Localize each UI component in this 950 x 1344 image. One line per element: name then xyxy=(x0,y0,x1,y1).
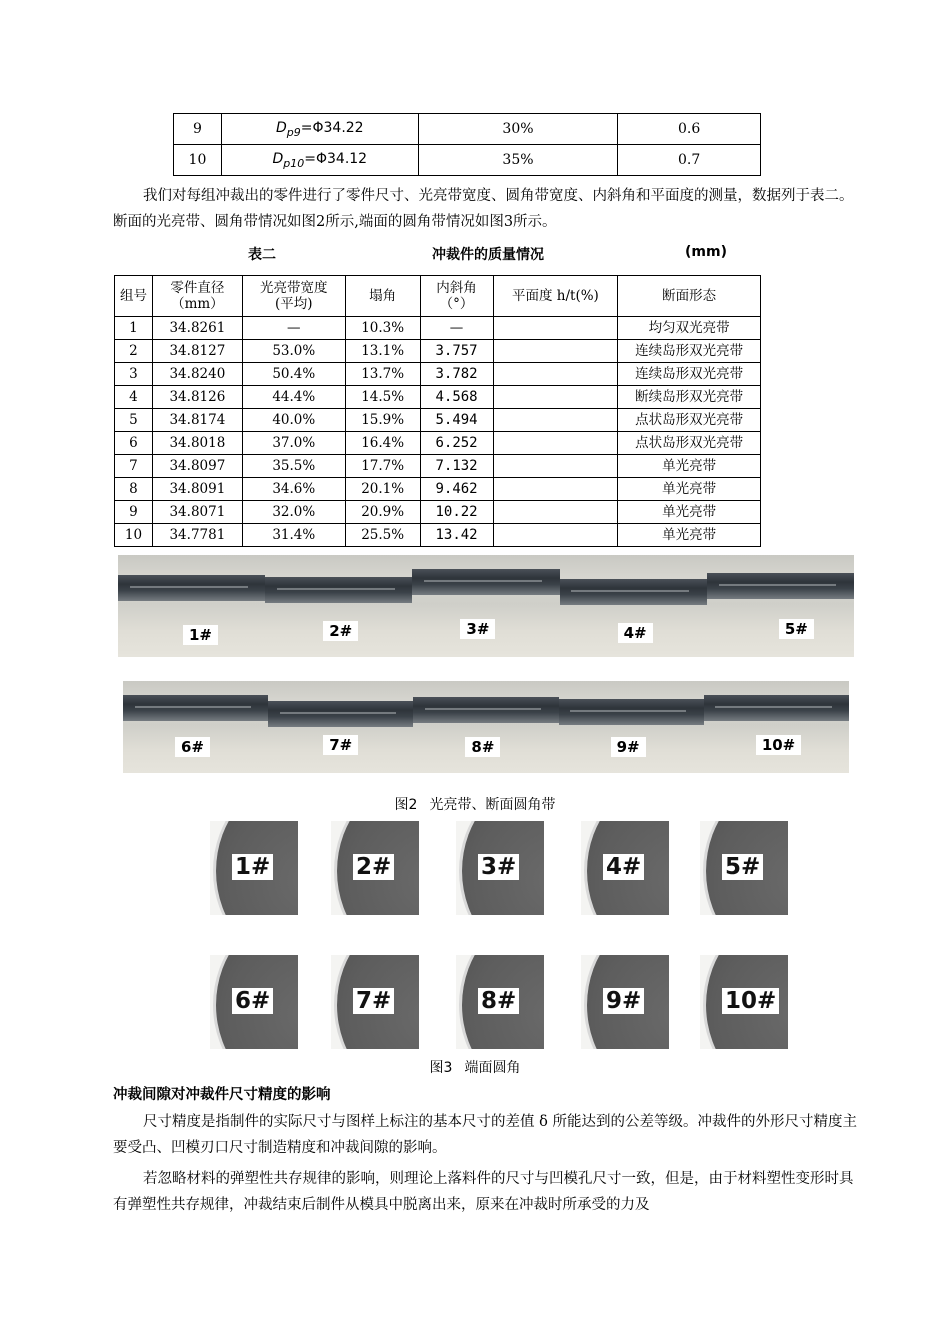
burnish-band xyxy=(559,699,704,725)
table-cell: 连续岛形双光亮带 xyxy=(618,340,761,363)
column-header xyxy=(493,276,618,317)
end-face-sample-photo xyxy=(210,821,298,915)
table-cell: 连续岛形双光亮带 xyxy=(618,363,761,386)
end-face-sample-photo xyxy=(700,955,788,1049)
table-cell: 34.8097 xyxy=(152,455,242,478)
sample-label: 10# xyxy=(756,735,801,755)
table-cell: 6.252 xyxy=(420,432,493,455)
table-cell: — xyxy=(242,317,345,340)
table-cell: 15.9% xyxy=(345,409,420,432)
table-cell: 7.132 xyxy=(420,455,493,478)
table-cell: 点状岛形双光亮带 xyxy=(618,432,761,455)
sample-label: 1# xyxy=(232,854,273,880)
table2-label: 表二 xyxy=(248,247,276,263)
table-row xyxy=(115,455,761,478)
percent-cell: 35% xyxy=(418,145,618,176)
table-cell: 单光亮带 xyxy=(618,524,761,547)
diameter-subscript: p9 xyxy=(286,125,301,139)
table-cell: 34.8127 xyxy=(152,340,242,363)
end-face-sample-photo xyxy=(456,821,544,915)
group-cell: 10 xyxy=(174,145,222,176)
figure2-caption-text: 光亮带、断面圆角带 xyxy=(429,797,556,813)
column-header-line: 断面形态 xyxy=(662,288,717,304)
clearance-row xyxy=(174,145,761,176)
sample-label: 4# xyxy=(603,854,644,880)
sample-label: 4# xyxy=(618,623,653,643)
end-face-sample-photo xyxy=(456,955,544,1049)
table-cell: 34.8261 xyxy=(152,317,242,340)
table-cell: 20.9% xyxy=(345,501,420,524)
burnish-band xyxy=(268,701,413,727)
column-header-line: (平均) xyxy=(274,296,313,312)
column-header xyxy=(242,276,345,317)
end-face-sample-photo xyxy=(210,955,298,1049)
table2-caption xyxy=(0,244,950,264)
table-cell: 8 xyxy=(115,478,153,501)
quality-table xyxy=(114,275,761,547)
sample-label: 3# xyxy=(460,619,495,639)
table-cell xyxy=(493,432,618,455)
table-cell: 14.5% xyxy=(345,386,420,409)
figure2-caption-number: 图2 xyxy=(394,797,418,813)
diameter-symbol: D xyxy=(272,150,284,167)
burnish-band xyxy=(265,577,412,603)
sample-label: 3# xyxy=(478,854,519,880)
table-cell: 单光亮带 xyxy=(618,501,761,524)
table-cell xyxy=(493,455,618,478)
table-cell: 10.22 xyxy=(420,501,493,524)
table-cell: 44.4% xyxy=(242,386,345,409)
table-cell xyxy=(493,317,618,340)
table-cell: 5 xyxy=(115,409,153,432)
diameter-value: =Φ34.22 xyxy=(300,119,364,136)
table-cell: 34.8071 xyxy=(152,501,242,524)
table-cell: 4 xyxy=(115,386,153,409)
percent-cell: 30% xyxy=(418,114,618,145)
table-cell: 断续岛形双光亮带 xyxy=(618,386,761,409)
column-header-line: （°） xyxy=(439,296,474,312)
diameter-value: =Φ34.12 xyxy=(304,150,368,167)
table-cell xyxy=(493,478,618,501)
burnish-band xyxy=(704,695,849,721)
column-header xyxy=(345,276,420,317)
table-cell: 40.0% xyxy=(242,409,345,432)
value-cell: 0.7 xyxy=(618,145,761,176)
clearance-table-continued xyxy=(173,113,761,176)
fracture-sample-photo xyxy=(560,555,707,657)
column-header xyxy=(115,276,153,317)
table-cell: 17.7% xyxy=(345,455,420,478)
table-cell: 均匀双光亮带 xyxy=(618,317,761,340)
burnish-band xyxy=(118,575,265,601)
burnish-band xyxy=(123,695,268,721)
table-row xyxy=(115,409,761,432)
column-header-line: 内斜角 xyxy=(436,280,477,296)
fracture-sample-photo xyxy=(412,555,559,657)
table-cell: 35.5% xyxy=(242,455,345,478)
table-cell: 单光亮带 xyxy=(618,455,761,478)
sample-label: 9# xyxy=(603,988,644,1014)
sample-label: 2# xyxy=(323,621,358,641)
end-face-sample-photo xyxy=(331,821,419,915)
table-cell xyxy=(493,501,618,524)
end-face-sample-photo xyxy=(581,821,669,915)
table-cell: 32.0% xyxy=(242,501,345,524)
clearance-row xyxy=(174,114,761,145)
table-cell: 34.8240 xyxy=(152,363,242,386)
figure2-row2 xyxy=(123,681,849,773)
table-cell: 单光亮带 xyxy=(618,478,761,501)
table-header-row xyxy=(115,276,761,317)
table-cell xyxy=(493,340,618,363)
table-cell: 2 xyxy=(115,340,153,363)
figure3-caption-number: 图3 xyxy=(429,1060,453,1076)
sample-label: 5# xyxy=(722,854,763,880)
table-cell: 25.5% xyxy=(345,524,420,547)
group-cell: 9 xyxy=(174,114,222,145)
table-cell: 20.1% xyxy=(345,478,420,501)
table-cell: 9.462 xyxy=(420,478,493,501)
table-cell: 13.42 xyxy=(420,524,493,547)
column-header-line: 组号 xyxy=(119,288,147,304)
column-header-line: 光亮带宽度 xyxy=(260,280,328,296)
fracture-sample-photo xyxy=(559,681,704,773)
fracture-sample-photo xyxy=(265,555,412,657)
burnish-band xyxy=(413,697,558,723)
diameter-symbol: D xyxy=(275,119,287,136)
table-cell xyxy=(493,386,618,409)
table-cell: 点状岛形双光亮带 xyxy=(618,409,761,432)
table-cell: 13.1% xyxy=(345,340,420,363)
table-cell: 16.4% xyxy=(345,432,420,455)
table-cell: 31.4% xyxy=(242,524,345,547)
paragraph-2: 若忽略材料的弹塑性共存规律的影响，则理论上落料件的尺寸与凹模孔尺寸一致，但是，由于材料塑性变形时具有弹塑性共存规律，冲裁结束后制件从模具中脱离出来，原来在冲裁时所承受的力及 xyxy=(113,1171,854,1213)
table-cell: 34.8091 xyxy=(152,478,242,501)
intro-paragraph: 我们对每组冲裁出的零件进行了零件尺寸、光亮带宽度、圆角带宽度、内斜角和平面度的测量，数据列于表二。断面的光亮带、圆角带情况如图2所示,端面的圆角带情况如图3所示。 xyxy=(113,188,854,230)
sample-label: 10# xyxy=(722,988,779,1014)
column-header xyxy=(618,276,761,317)
punch-diameter-cell xyxy=(221,145,418,176)
sample-label: 5# xyxy=(779,619,814,639)
column-header-line: 塌角 xyxy=(369,288,397,304)
end-face-sample-photo xyxy=(331,955,419,1049)
sample-label: 7# xyxy=(323,735,358,755)
figure3-caption xyxy=(0,1057,950,1077)
table-cell: 3.782 xyxy=(420,363,493,386)
table-cell: 34.6% xyxy=(242,478,345,501)
table2-title: 冲裁件的质量情况 xyxy=(432,247,544,263)
table-cell: 3 xyxy=(115,363,153,386)
table-cell: 37.0% xyxy=(242,432,345,455)
table-cell: 3.757 xyxy=(420,340,493,363)
table-row xyxy=(115,524,761,547)
table-cell: 4.568 xyxy=(420,386,493,409)
burnish-band xyxy=(412,569,559,595)
punch-diameter-cell xyxy=(221,114,418,145)
table-cell xyxy=(493,363,618,386)
sample-label: 2# xyxy=(353,854,394,880)
sample-label: 7# xyxy=(353,988,394,1014)
fracture-sample-photo xyxy=(704,681,849,773)
sample-label: 6# xyxy=(175,737,210,757)
table-cell: 9 xyxy=(115,501,153,524)
table-cell: 53.0% xyxy=(242,340,345,363)
table-cell: 34.8018 xyxy=(152,432,242,455)
table-cell: 5.494 xyxy=(420,409,493,432)
value-cell: 0.6 xyxy=(618,114,761,145)
fracture-sample-photo xyxy=(707,555,854,657)
table-cell xyxy=(493,524,618,547)
column-header xyxy=(420,276,493,317)
table-row xyxy=(115,501,761,524)
section-title: 冲裁间隙对冲裁件尺寸精度的影响 xyxy=(113,1087,331,1103)
table-row xyxy=(115,363,761,386)
table-cell: 7 xyxy=(115,455,153,478)
figure2-row1 xyxy=(118,555,854,657)
column-header-line: （mm） xyxy=(171,296,224,312)
table-cell: 34.7781 xyxy=(152,524,242,547)
table-cell: 10.3% xyxy=(345,317,420,340)
table-cell: 10 xyxy=(115,524,153,547)
table-cell xyxy=(493,409,618,432)
table-row xyxy=(115,386,761,409)
end-face-sample-photo xyxy=(700,821,788,915)
table-row xyxy=(115,340,761,363)
sample-label: 8# xyxy=(478,988,519,1014)
sample-label: 8# xyxy=(465,737,500,757)
sample-label: 9# xyxy=(611,737,646,757)
fracture-sample-photo xyxy=(123,681,268,773)
table-cell: — xyxy=(420,317,493,340)
table-row xyxy=(115,317,761,340)
burnish-band xyxy=(707,573,854,599)
table-cell: 34.8174 xyxy=(152,409,242,432)
sample-label: 1# xyxy=(183,625,218,645)
figure2-caption xyxy=(0,794,950,814)
table-cell: 6 xyxy=(115,432,153,455)
table-cell: 34.8126 xyxy=(152,386,242,409)
table-cell: 50.4% xyxy=(242,363,345,386)
paragraph-1: 尺寸精度是指制件的实际尺寸与图样上标注的基本尺寸的差值 δ 所能达到的公差等级。冲裁件的外形尺寸精度主要受凸、凹模刃口尺寸制造精度和冲裁间隙的影响。 xyxy=(113,1114,857,1156)
end-face-sample-photo xyxy=(581,955,669,1049)
figure3-caption-text: 端面圆角 xyxy=(464,1060,521,1076)
burnish-band xyxy=(560,579,707,605)
sample-label: 6# xyxy=(232,988,273,1014)
fracture-sample-photo xyxy=(413,681,558,773)
table2-unit: (mm) xyxy=(685,244,727,260)
column-header-line: 零件直径 xyxy=(170,280,225,296)
table-cell: 13.7% xyxy=(345,363,420,386)
table-cell: 1 xyxy=(115,317,153,340)
table-row xyxy=(115,478,761,501)
fracture-sample-photo xyxy=(268,681,413,773)
diameter-subscript: p10 xyxy=(283,156,305,170)
column-header-line: 平面度 h/t(%) xyxy=(511,288,599,304)
column-header xyxy=(152,276,242,317)
table-row xyxy=(115,432,761,455)
fracture-sample-photo xyxy=(118,555,265,657)
